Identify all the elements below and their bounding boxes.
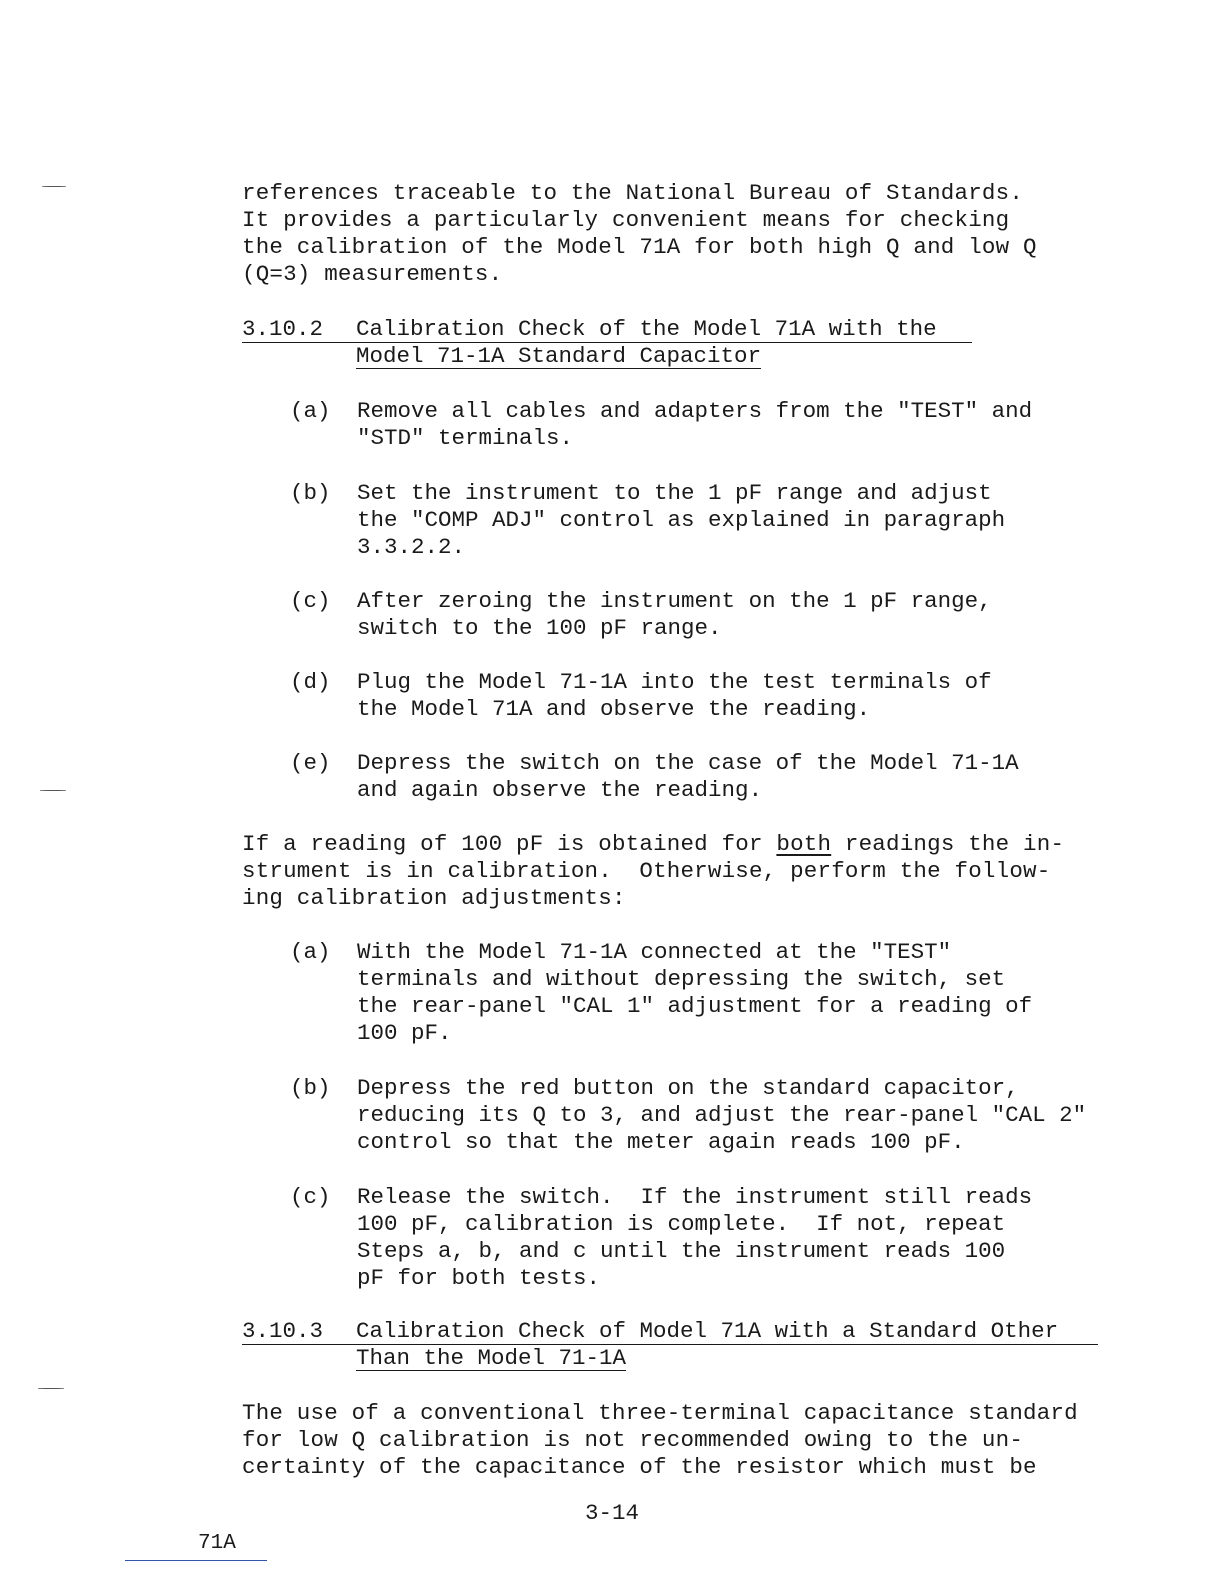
step-line: With the Model 71-1A connected at the "TEST" — [357, 939, 952, 965]
intro-line: references traceable to the National Bureau of Standards. — [242, 180, 1024, 206]
step-line: terminals and without depressing the switch, set — [357, 966, 1006, 992]
step-label: (d) — [290, 669, 331, 695]
step-line: Depress the switch on the case of the Model 71-1A — [357, 750, 1019, 776]
step-line: switch to the 100 pF range. — [357, 615, 722, 641]
paragraph-line: strument is in calibration. Otherwise, perform the follow- — [242, 858, 1051, 884]
paragraph-line — [242, 831, 1064, 858]
step-label: (b) — [290, 1075, 331, 1101]
intro-line: It provides a particularly convenient means for checking — [242, 207, 1010, 233]
step-line: the rear-panel "CAL 1" adjustment for a reading of — [357, 993, 1033, 1019]
step-line: 100 pF, calibration is complete. If not, repeat — [357, 1211, 1006, 1237]
step-line: Remove all cables and adapters from the "TEST" and — [357, 398, 1033, 424]
closing-line: certainty of the capacitance of the resistor which must be — [242, 1454, 1037, 1480]
footer-model-id: 71A — [198, 1532, 236, 1555]
intro-line: (Q=3) measurements. — [242, 261, 503, 287]
step-line: Release the switch. If the instrument still reads — [357, 1184, 1033, 1210]
step-label: (c) — [290, 588, 331, 614]
closing-line: for low Q calibration is not recommended owing to the un- — [242, 1427, 1024, 1453]
step-text — [357, 750, 1019, 804]
closing-line: The use of a conventional three-terminal capacitance standard — [242, 1400, 1078, 1426]
step-label: (b) — [290, 480, 331, 506]
section-title-line1: Calibration Check of Model 71A with a Standard Other — [356, 1318, 1059, 1344]
calibration-paragraph — [242, 831, 1064, 912]
step-line: "STD" terminals. — [357, 425, 574, 451]
step-text — [357, 398, 1032, 452]
step-line: the Model 71A and observe the reading. — [357, 696, 871, 722]
step-line: and again observe the reading. — [357, 777, 763, 803]
intro-paragraph — [242, 180, 1037, 288]
step-label: (c) — [290, 1184, 331, 1210]
footer-rule — [125, 1560, 267, 1561]
step-line: After zeroing the instrument on the 1 pF range, — [357, 588, 992, 614]
section-title-line2: Model 71-1A Standard Capacitor — [356, 343, 762, 369]
step-label: (a) — [290, 398, 331, 424]
section-number: 3.10.3 — [242, 1318, 324, 1344]
step-text — [357, 939, 1032, 1047]
step-line: pF for both tests. — [357, 1265, 601, 1291]
margin-mark-middle — [40, 790, 66, 791]
step-text — [357, 1075, 1086, 1156]
step-text — [357, 1184, 1032, 1292]
step-line: 100 pF. — [357, 1020, 452, 1046]
intro-line: the calibration of the Model 71A for both high Q and low Q — [242, 234, 1037, 260]
step-text — [357, 669, 992, 723]
step-text — [357, 588, 992, 642]
paragraph-line: ing calibration adjustments: — [242, 885, 626, 911]
step-line: the "COMP ADJ" control as explained in paragraph — [357, 507, 1006, 533]
step-line: Set the instrument to the 1 pF range and adjust — [357, 480, 992, 506]
step-label: (a) — [290, 939, 331, 965]
section-title-line1: Calibration Check of the Model 71A with the — [356, 316, 937, 342]
section-number: 3.10.2 — [242, 316, 324, 342]
step-line: Steps a, b, and c until the instrument reads 100 — [357, 1238, 1006, 1264]
margin-mark-top — [42, 186, 66, 187]
step-text — [357, 480, 1005, 561]
paragraph-text: If a reading of 100 pF is obtained for — [242, 831, 777, 857]
step-label: (e) — [290, 750, 331, 776]
section-title-line2: Than the Model 71-1A — [356, 1345, 627, 1371]
step-line: Plug the Model 71-1A into the test terminals of — [357, 669, 992, 695]
step-line: control so that the meter again reads 100 pF. — [357, 1129, 965, 1155]
page-number: 3-14 — [585, 1500, 640, 1526]
step-line: 3.3.2.2. — [357, 534, 466, 560]
closing-paragraph — [242, 1400, 1078, 1481]
paragraph-text: readings the in- — [831, 831, 1065, 857]
margin-mark-bottom — [38, 1388, 64, 1389]
step-line: Depress the red button on the standard capacitor, — [357, 1075, 1019, 1101]
step-line: reducing its Q to 3, and adjust the rear-panel "CAL 2" — [357, 1102, 1087, 1128]
emphasis-both: both — [776, 831, 832, 857]
